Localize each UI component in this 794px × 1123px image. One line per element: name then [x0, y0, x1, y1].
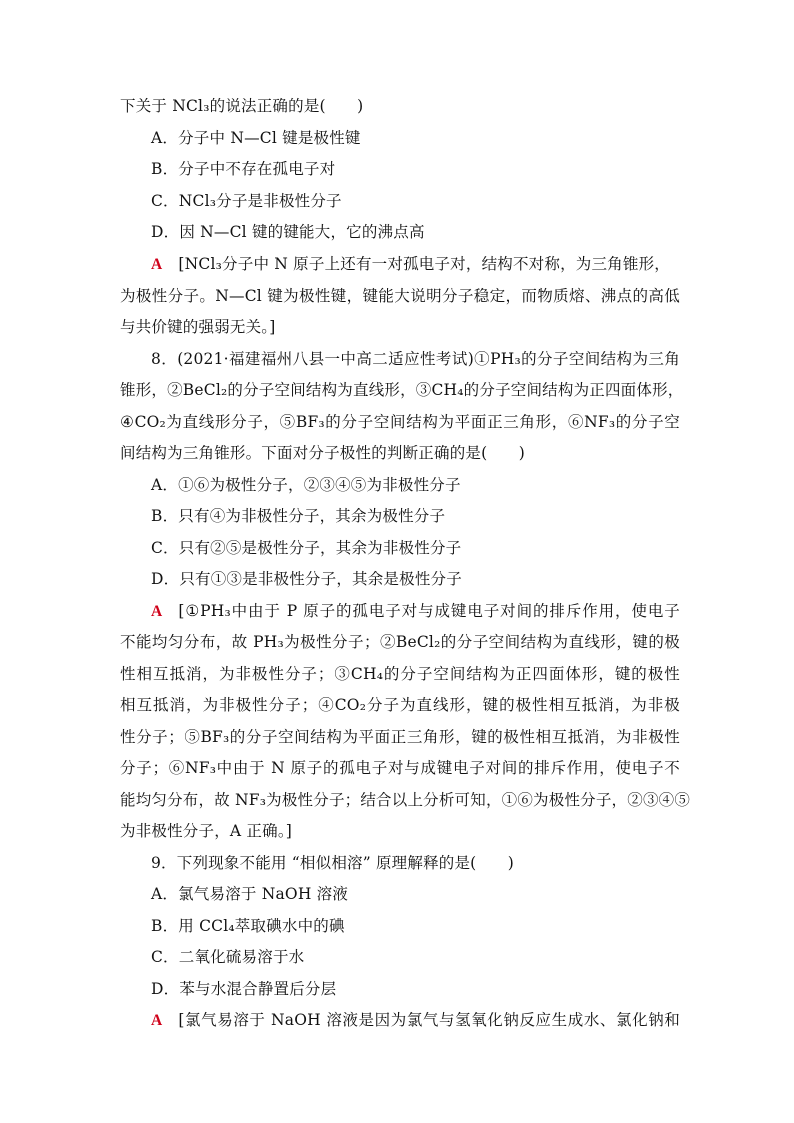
q9-option-b: B．用 CCl₄萃取碘水中的碘 [151, 917, 345, 935]
q8-stem-line-3: ④CO₂为直线形分子，⑤BF₃的分子空间结构为平面正三角形，⑥NF₃的分子空 [120, 413, 680, 431]
q7-explanation-line-2: 为极性分子。N—Cl 键为极性键，键能大说明分子稳定，而物质熔、沸点的高低 [120, 287, 680, 305]
q7-explanation-line-1 [151, 254, 680, 275]
q8-option-d: D．只有①③是非极性分子，其余是极性分子 [151, 570, 462, 588]
q9-stem: 9．下列现象不能用 “相似相溶” 原理解释的是( ) [151, 854, 515, 872]
q9-option-c: C．二氧化硫易溶于水 [151, 948, 305, 966]
q9-explanation-line-1 [151, 1010, 680, 1031]
q7-explanation-text: [NCl₃分子中 N 原子上还有一对孤电子对，结构不对称，为三角锥形， [178, 255, 670, 273]
q9-option-a: A．氯气易溶于 NaOH 溶液 [151, 885, 349, 903]
q7-option-c: C．NCl₃分子是非极性分子 [151, 192, 342, 210]
q9-answer-letter: A [151, 1012, 163, 1029]
q8-option-b: B．只有④为非极性分子，其余为极性分子 [151, 507, 446, 525]
q8-explanation-line-4: 相互抵消，为非极性分子；④CO₂分子为直线形，键的极性相互抵消，为非极 [120, 696, 680, 714]
q7-explanation-line-3: 与共价键的强弱无关。] [120, 318, 276, 336]
q8-option-c: C．只有②⑤是极性分子，其余为非极性分子 [151, 539, 462, 557]
q8-explanation-line-6: 分子；⑥NF₃中由于 N 原子的孤电子对与成键电子对间的排斥作用，使电子不 [120, 759, 680, 777]
q8-explanation-line-1 [151, 601, 680, 622]
q7-option-a: A．分子中 N—Cl 键是极性键 [151, 129, 361, 147]
q8-stem-line-4: 间结构为三角锥形。下面对分子极性的判断正确的是( ) [120, 444, 525, 462]
q8-stem-line-2: 锥形，②BeCl₂的分子空间结构为直线形，③CH₄的分子空间结构为正四面体形， [120, 381, 684, 399]
q8-explanation-line-3: 性相互抵消，为非极性分子；③CH₄的分子空间结构为正四面体形，键的极性 [120, 665, 680, 683]
q7-option-b: B．分子中不存在孤电子对 [151, 160, 336, 178]
q7-option-d: D．因 N—Cl 键的键能大，它的沸点高 [151, 223, 425, 241]
q8-explanation-line-8: 为非极性分子，A 正确。] [120, 822, 293, 840]
q8-answer-letter: A [151, 603, 163, 620]
q7-stem: 下关于 NCl₃的说法正确的是( ) [120, 97, 364, 115]
q8-explanation-line-5: 性分子；⑤BF₃的分子空间结构为平面正三角形，键的极性相互抵消，为非极性 [120, 728, 680, 746]
q8-explanation-line-7: 能均匀分布，故 NF₃为极性分子；结合以上分析可知，①⑥为极性分子，②③④⑤ [120, 791, 691, 809]
q9-explanation-text: [氯气易溶于 NaOH 溶液是因为氯气与氢氧化钠反应生成水、氯化钠和 [178, 1011, 680, 1029]
q8-option-a: A．①⑥为极性分子，②③④⑤为非极性分子 [151, 476, 461, 494]
q9-option-d: D．苯与水混合静置后分层 [151, 980, 337, 998]
q8-explanation-text: [①PH₃中由于 P 原子的孤电子对与成键电子对间的排斥作用，使电子 [178, 602, 680, 620]
q7-answer-letter: A [151, 256, 163, 273]
q8-stem-line-1: 8．(2021·福建福州八县一中高二适应性考试)①PH₃的分子空间结构为三角 [151, 350, 680, 368]
q8-explanation-line-2: 不能均匀分布，故 PH₃为极性分子；②BeCl₂的分子空间结构为直线形，键的极 [120, 633, 680, 651]
